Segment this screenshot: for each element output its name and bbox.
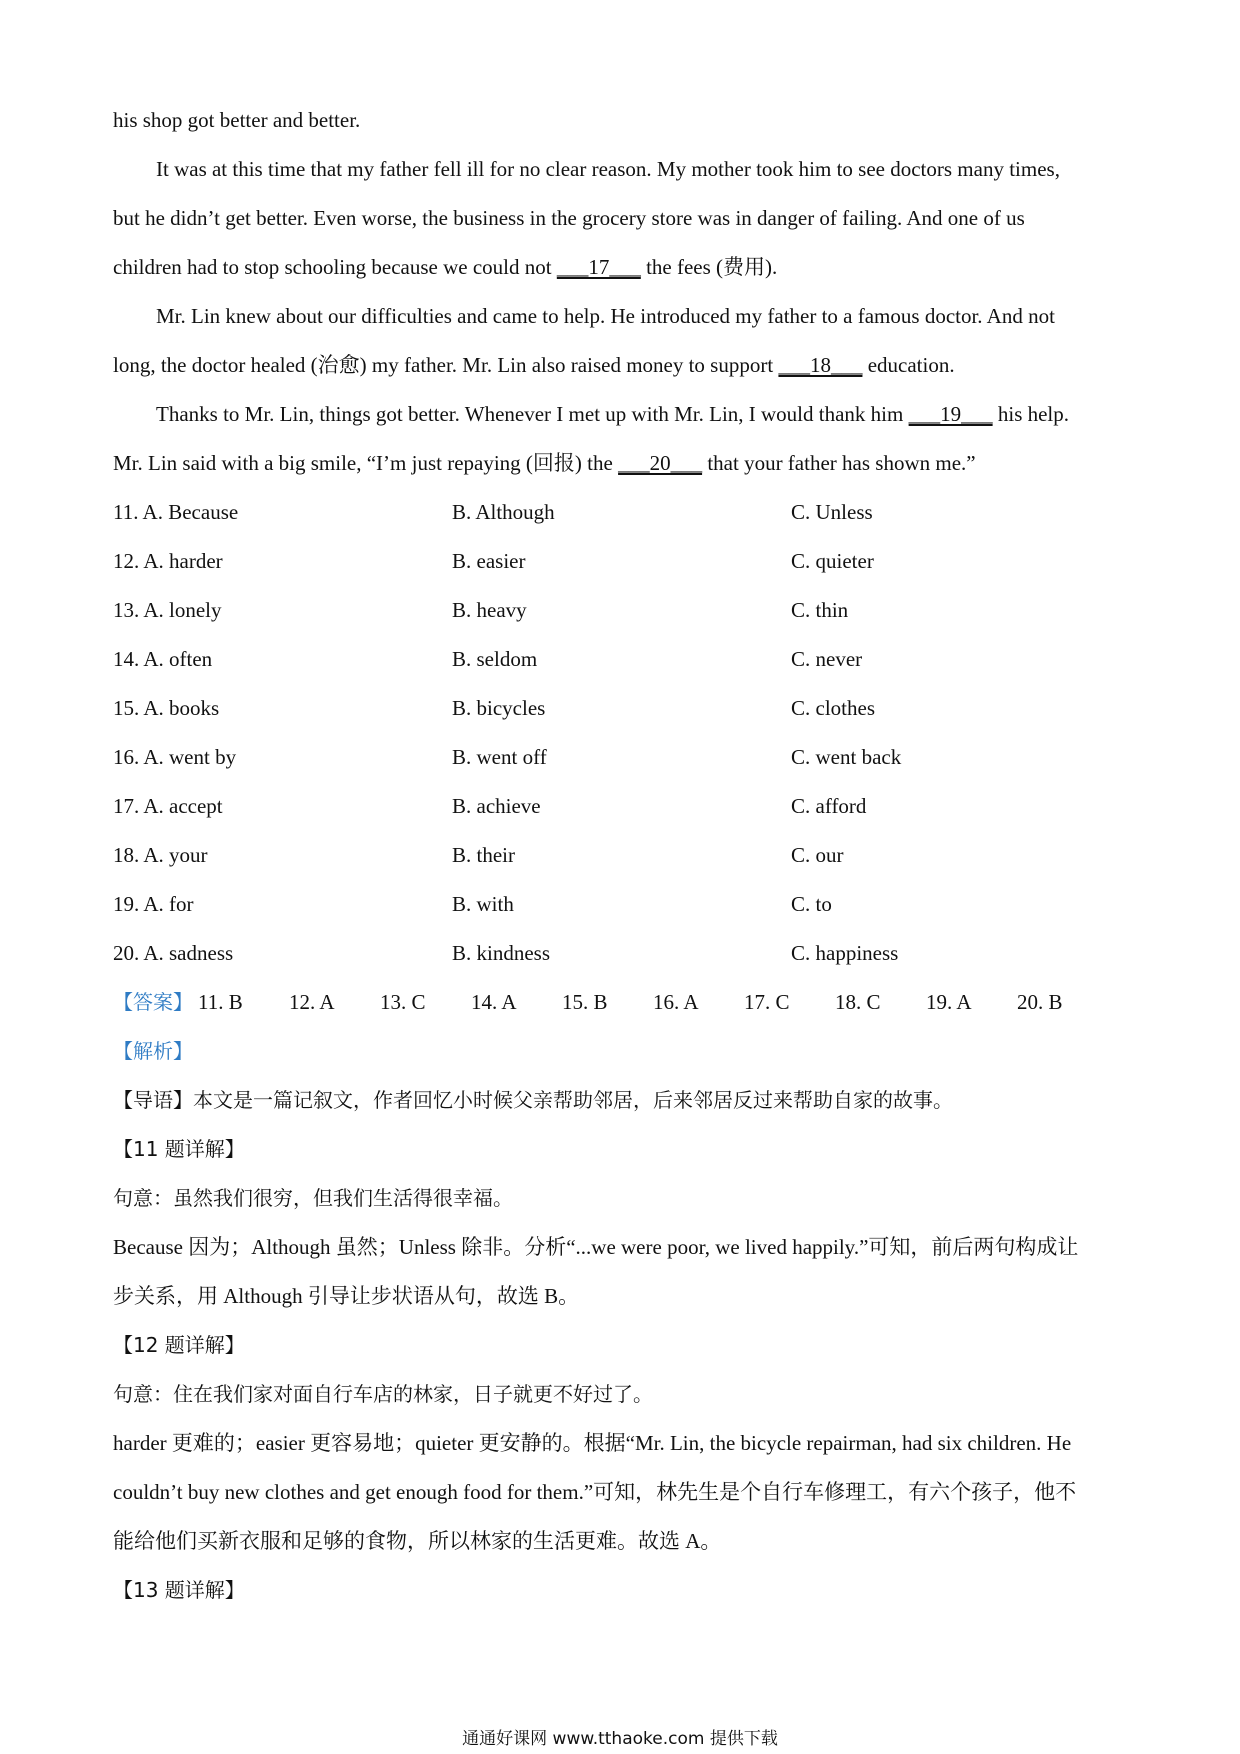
options-row-20: [113, 929, 1125, 978]
answer-row: [113, 978, 1125, 1027]
q12-explanation: couldn’t buy new clothes and get enough food for them.”可知，林先生是个自行车修理工，有六个孩子，他不: [113, 1480, 1077, 1504]
option-c: C. happiness: [791, 941, 899, 965]
answer-item: 20. B: [1017, 990, 1063, 1014]
option-b: B. with: [452, 892, 514, 916]
blank-20: ___20___: [618, 451, 703, 475]
passage-text: children had to stop schooling because we could not: [113, 255, 557, 279]
passage-text: the fees (费用).: [640, 255, 778, 279]
option-c: C. afford: [791, 794, 867, 818]
answer-item: 14. A: [471, 990, 517, 1014]
option-c: C. quieter: [791, 549, 874, 573]
option-b: B. achieve: [452, 794, 541, 818]
option-a: 17. A. accept: [113, 794, 223, 818]
option-a: 20. A. sadness: [113, 941, 234, 965]
option-a: 16. A. went by: [113, 745, 237, 769]
option-b: B. easier: [452, 549, 526, 573]
option-c: C. clothes: [791, 696, 875, 720]
q13-heading: 【13 题详解】: [113, 1578, 245, 1602]
answer-item: 18. C: [835, 990, 881, 1014]
option-c: C. never: [791, 647, 863, 671]
option-b: B. their: [452, 843, 515, 867]
q11-meaning: 句意：虽然我们很穷，但我们生活得很幸福。: [113, 1186, 513, 1210]
option-c: C. our: [791, 843, 844, 867]
answer-item: 13. C: [380, 990, 426, 1014]
option-a: 11. A. Because: [113, 500, 239, 524]
q11-heading: 【11 题详解】: [113, 1137, 245, 1161]
answer-item: 12. A: [289, 990, 335, 1014]
blank-19: ___19___: [908, 402, 993, 426]
q12-meaning: 句意：住在我们家对面自行车店的林家，日子就更不好过了。: [113, 1382, 653, 1406]
passage-line: [113, 243, 1125, 292]
passage-line: Mr. Lin knew about our difficulties and came to help. He introduced my father to a famous doctor. And not: [156, 304, 1055, 328]
option-a: 12. A. harder: [113, 549, 223, 573]
q11-explanation: Because 因为；Although 虽然；Unless 除非。分析“...we were poor, we lived happily.”可知，前后两句构成让: [113, 1235, 1079, 1259]
option-a: 14. A. often: [113, 647, 213, 671]
option-c: C. went back: [791, 745, 902, 769]
option-a: 18. A. your: [113, 843, 208, 867]
q11-explanation: 步关系，用 Although 引导让步状语从句，故选 B。: [113, 1284, 580, 1308]
passage-text: that your father has shown me.”: [702, 451, 976, 475]
option-b: B. bicycles: [452, 696, 546, 720]
options-row-17: [113, 782, 1125, 831]
option-c: C. Unless: [791, 500, 873, 524]
options-row-12: [113, 537, 1125, 586]
option-a: 13. A. lonely: [113, 598, 222, 622]
passage-text: long, the doctor healed (治愈) my father. Mr. Lin also raised money to support: [113, 353, 779, 377]
q12-explanation: harder 更难的；easier 更容易地；quieter 更安静的。根据“Mr. Lin, the bicycle repairman, had six children. He: [113, 1431, 1072, 1455]
q12-explanation: 能给他们买新衣服和足够的食物，所以林家的生活更难。故选 A。: [113, 1529, 722, 1553]
option-a: 15. A. books: [113, 696, 220, 720]
passage-line: [113, 341, 1125, 390]
options-row-18: [113, 831, 1125, 880]
analysis-tag: 【解析】: [113, 1039, 193, 1063]
blank-17: ___17___: [556, 255, 641, 279]
options-row-13: [113, 586, 1125, 635]
analysis-intro: 【导语】本文是一篇记叙文，作者回忆小时候父亲帮助邻居，后来邻居反过来帮助自家的故事。: [113, 1088, 953, 1112]
page-footer: 通通好课网 www.tthaoke.com 提供下载: [462, 1729, 778, 1749]
options-row-11: [113, 488, 1125, 537]
options-row-14: [113, 635, 1125, 684]
answer-item: 11. B: [198, 990, 243, 1014]
passage-text: his help.: [992, 402, 1070, 426]
passage-text: Mr. Lin said with a big smile, “I’m just repaying (回报) the: [113, 451, 619, 475]
answer-item: 17. C: [744, 990, 790, 1014]
option-c: C. thin: [791, 598, 849, 622]
answer-item: 19. A: [926, 990, 972, 1014]
answer-tag: 【答案】: [113, 990, 193, 1014]
option-b: B. kindness: [452, 941, 551, 965]
passage-text: education.: [862, 353, 955, 377]
options-row-19: [113, 880, 1125, 929]
option-b: B. seldom: [452, 647, 538, 671]
document-page: [113, 96, 1125, 1615]
passage-line: his shop got better and better.: [113, 108, 361, 132]
passage-line: [113, 390, 1125, 439]
option-b: B. went off: [452, 745, 547, 769]
option-b: B. heavy: [452, 598, 527, 622]
passage-line: but he didn’t get better. Even worse, the business in the grocery store was in danger of failing. And one of us: [113, 206, 1025, 230]
options-row-15: [113, 684, 1125, 733]
passage-line: It was at this time that my father fell ill for no clear reason. My mother took him to see doctors many times,: [156, 157, 1060, 181]
passage-text: Thanks to Mr. Lin, things got better. Whenever I met up with Mr. Lin, I would thank him: [156, 402, 909, 426]
option-b: B. Although: [452, 500, 555, 524]
q12-heading: 【12 题详解】: [113, 1333, 245, 1357]
option-a: 19. A. for: [113, 892, 194, 916]
answer-item: 15. B: [562, 990, 608, 1014]
passage-line: [113, 439, 1125, 488]
options-row-16: [113, 733, 1125, 782]
option-c: C. to: [791, 892, 832, 916]
answer-item: 16. A: [653, 990, 699, 1014]
blank-18: ___18___: [778, 353, 863, 377]
